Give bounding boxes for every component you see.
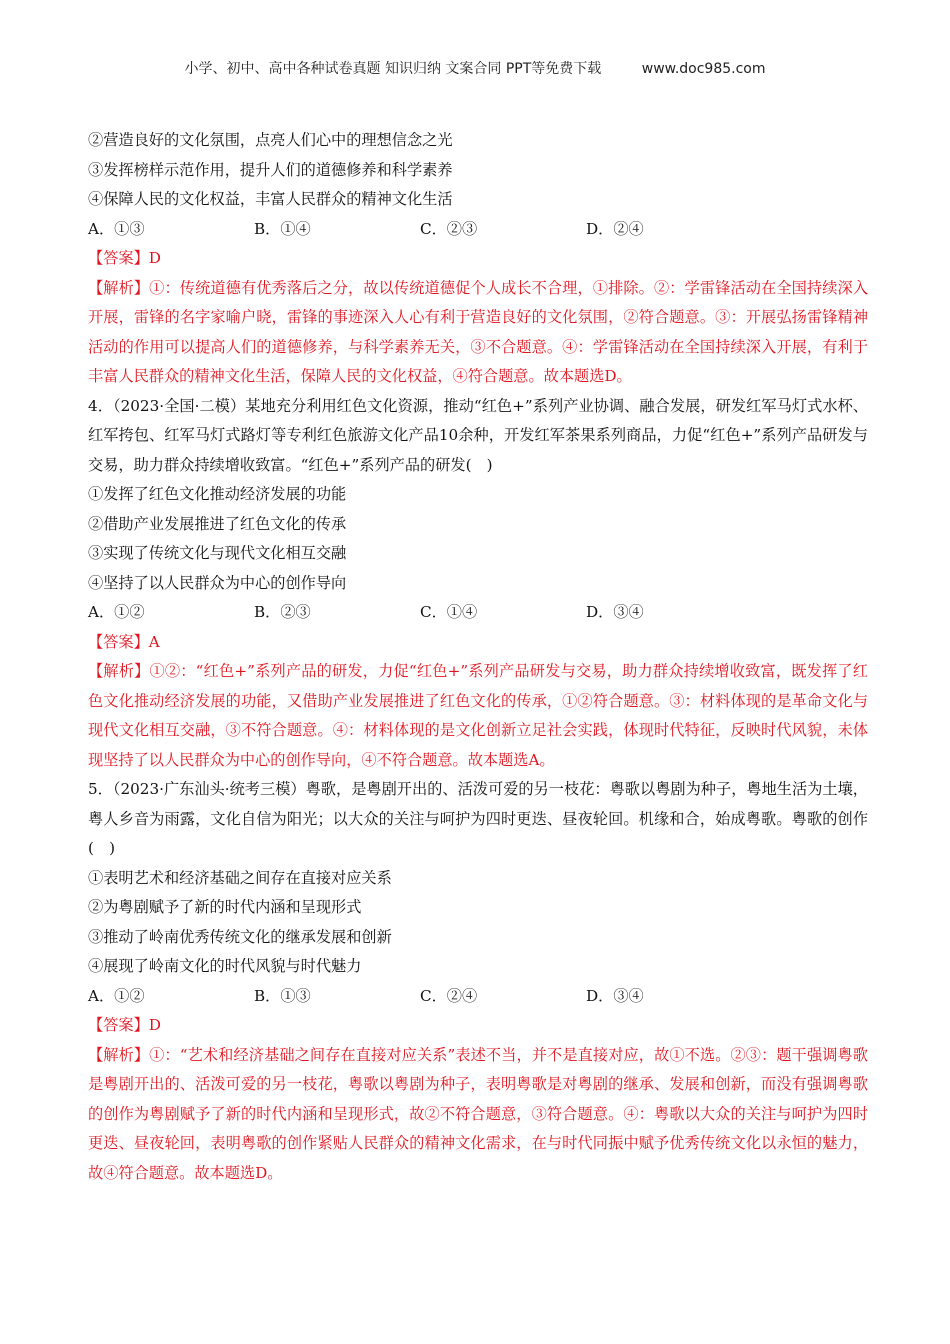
q3-item-4: ④保障人民的文化权益，丰富人民群众的精神文化生活: [88, 190, 453, 208]
q4-item-1: ①发挥了红色文化推动经济发展的功能: [88, 485, 347, 503]
q4-option-b: B．②③: [254, 603, 311, 621]
q5-item-4: ④展现了岭南文化的时代风貌与时代魅力: [88, 957, 362, 975]
q4-item-3: ③实现了传统文化与现代文化相互交融: [88, 544, 347, 562]
q5-option-b: B．①③: [254, 986, 311, 1005]
q3-option-d: D．②④: [586, 219, 644, 238]
header-site-link[interactable]: www.doc985.com: [641, 61, 766, 77]
header-text: 小学、初中、高中各种试卷真题 知识归纳 文案合同 PPT等免费下载: [184, 61, 602, 77]
question-3: [88, 126, 868, 392]
q4-option-d: D．③④: [586, 603, 644, 621]
q5-stem: 5．（2023·广东汕头·统考三模）粤歌，是粤剧开出的、活泼可爱的另一枝花：粤歌以粤剧为种子，粤地生活为土壤，粤人乡音为雨露，文化自信为阳光；以大众的关注与呵护为四时更迭、昼夜轮回。机缘和合，始成粤歌。粤歌的创作( ): [88, 780, 868, 857]
q4-options: [88, 598, 868, 628]
q5-analysis: 【解析】①：“艺术和经济基础之间存在直接对应关系”表述不当，并不是直接对应，故①不选。②③：题干强调粤歌是粤剧开出的、活泼可爱的另一枝花，粤歌以粤剧为种子，表明粤歌是对粤剧的继承、发展和创新，而没有强调粤歌的创作为粤剧赋予了新的时代内涵和呈现形式，故②不符合题意，③符合题意。④：粤歌以大众的关注与呵护为四时更迭、昼夜轮回，表明粤歌的创作紧贴人民群众的精神文化需求，在与时代同振中赋予优秀传统文化以永恒的魅力，故④符合题意。故本题选D。: [88, 1045, 868, 1182]
q5-option-d: D．③④: [586, 986, 644, 1005]
q5-answer: 【答案】D: [88, 1016, 161, 1034]
q4-item-4: ④坚持了以人民群众为中心的创作导向: [88, 573, 347, 592]
q3-analysis: 【解析】①：传统道德有优秀落后之分，故以传统道德促个人成长不合理，①排除。②：学雷锋活动在全国持续深入开展，雷锋的名字家喻户晓，雷锋的事迹深入人心有利于营造良好的文化氛围，②符合题意。③：开展弘扬雷锋精神活动的作用可以提高人们的道德修养，与科学素养无关，③不合题意。④：学雷锋活动在全国持续深入开展，有利于丰富人民群众的精神文化生活，保障人民的文化权益，④符合题意。故本题选D。: [88, 278, 868, 385]
q3-answer: 【答案】D: [88, 249, 161, 267]
q4-item-2: ②借助产业发展推进了红色文化的传承: [88, 514, 347, 533]
q4-option-c: C．①④: [420, 603, 478, 621]
q3-option-c: C．②③: [420, 219, 478, 238]
q3-option-b: B．①④: [254, 219, 311, 238]
q5-item-2: ②为粤剧赋予了新的时代内涵和呈现形式: [88, 898, 362, 916]
question-4: [88, 392, 868, 776]
q5-item-1: ①表明艺术和经济基础之间存在直接对应关系: [88, 868, 392, 887]
q5-options: [88, 982, 868, 1012]
q3-item-2: ②营造良好的文化氛围，点亮人们心中的理想信念之光: [88, 131, 453, 149]
page-header: [0, 58, 950, 78]
question-5: [88, 775, 868, 1188]
q4-stem: 4．（2023·全国·二模）某地充分利用红色文化资源，推动“红色+”系列产业协调、融合发展，研发红军马灯式水杯、红军挎包、红军马灯式路灯等专利红色旅游文化产品10余种，开发红军茶果系列商品，力促“红色+”系列产品研发与交易，助力群众持续增收致富。“红色+”系列产品的研发( ): [88, 396, 868, 474]
q3-item-3: ③发挥榜样示范作用，提升人们的道德修养和科学素养: [88, 160, 453, 179]
q5-option-a: A．①②: [88, 986, 145, 1005]
q5-item-3: ③推动了岭南优秀传统文化的继承发展和创新: [88, 927, 392, 946]
q4-option-a: A．①②: [88, 603, 145, 621]
q4-answer: 【答案】A: [88, 632, 160, 651]
q5-option-c: C．②④: [420, 986, 478, 1005]
q4-analysis: 【解析】①②：“红色+”系列产品的研发，力促“红色+”系列产品研发与交易，助力群众持续增收致富，既发挥了红色文化推动经济发展的功能，又借助产业发展推进了红色文化的传承，①②符合题意。③：材料体现的是革命文化与现代文化相互交融，③不符合题意。④：材料体现的是文化创新立足社会实践，体现时代特征，反映时代风貌，未体现坚持了以人民群众为中心的创作导向，④不符合题意。故本题选A。: [88, 662, 868, 769]
q3-option-a: A．①③: [88, 219, 145, 238]
document-body: [88, 126, 868, 1188]
q3-options: [88, 215, 868, 245]
